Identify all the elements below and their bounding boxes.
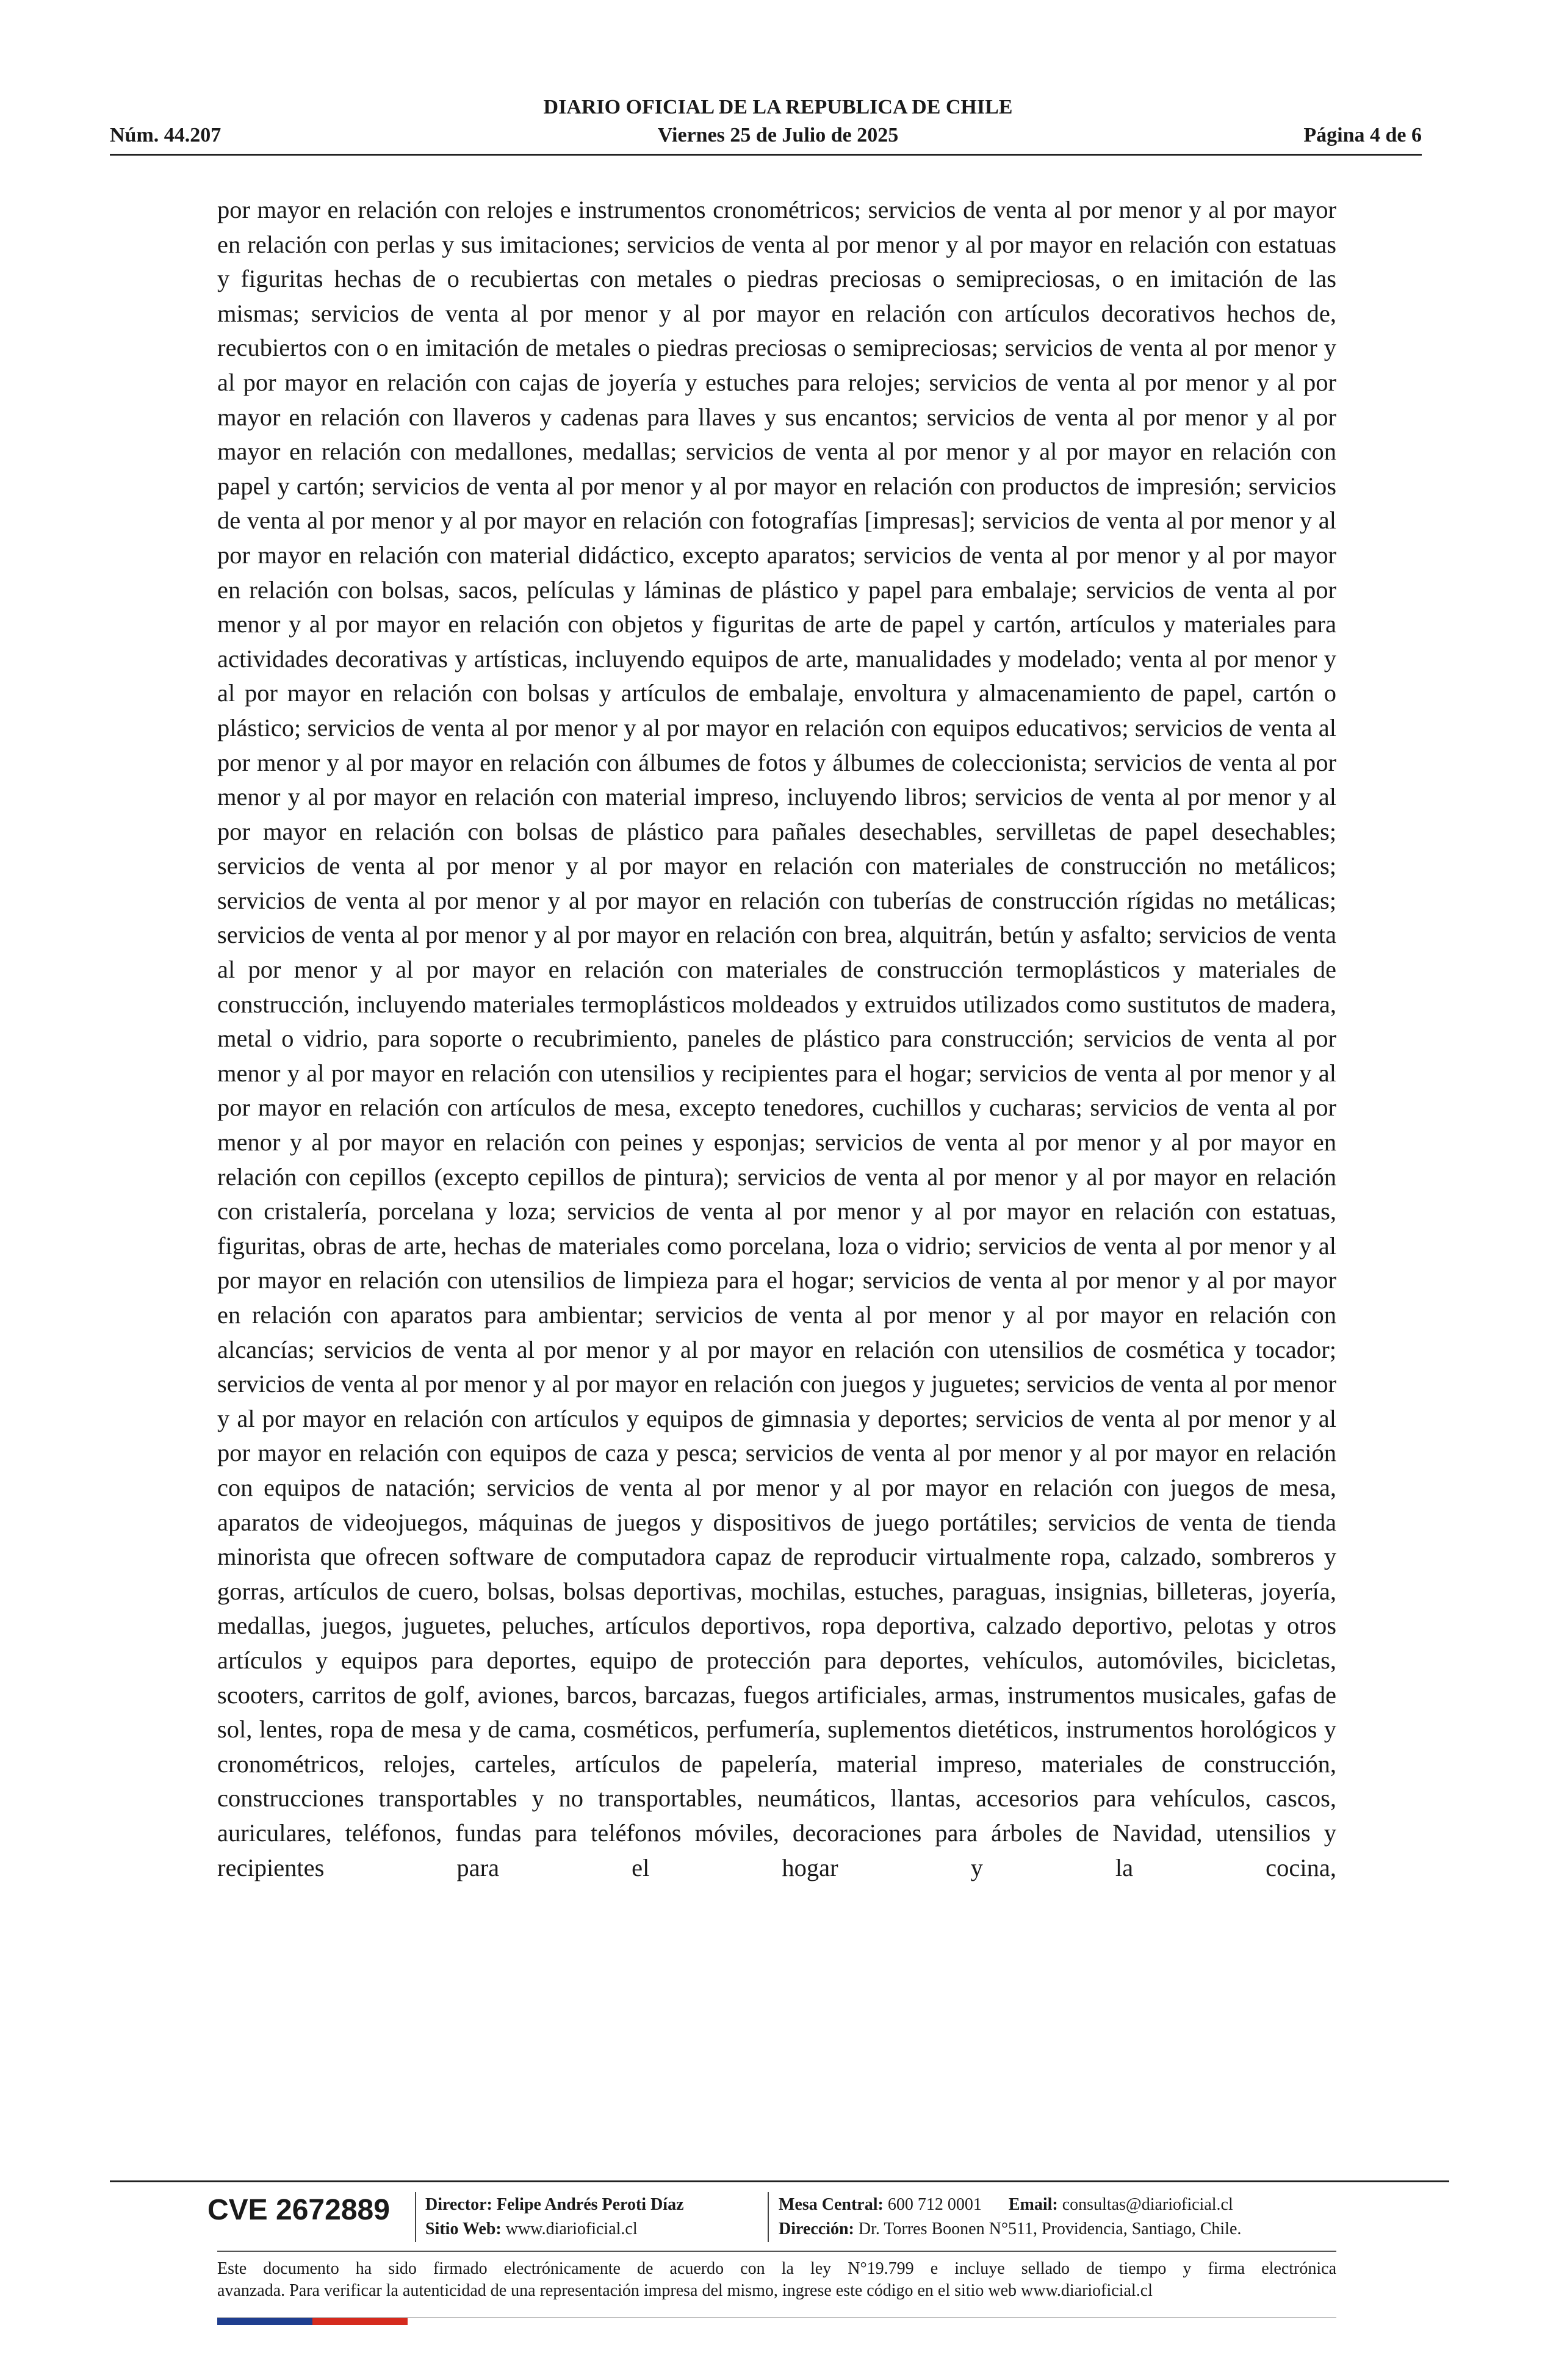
phone-value: 600 712 0001 [887, 2195, 982, 2214]
footer-director-block [425, 2193, 684, 2241]
body-paragraph: por mayor en relación con relojes e instrumentos cronométricos; servicios de venta al por menor y al por mayor en relación con perlas y sus imitaciones; servicios de venta al por menor y al por mayor en relación con estatuas y figuritas hechas de o recubiertas con metales o piedras preciosas o semipreciosas, o en imitación de las mismas; servicios de venta al por menor y al por mayor en relación con artículos decorativos hechos de, recubiertos con o en imitación de metales o piedras preciosas o semipreciosas; servicios de venta al por menor y al por mayor en relación con cajas de joyería y estuches para relojes; servicios de venta al por menor y al por mayor en relación con llaveros y cadenas para llaves y sus encantos; servicios de venta al por menor y al por mayor en relación con medallones, medallas; servicios de venta al por menor y al por mayor en relación con papel y cartón; servicios de venta al por menor y al por mayor en relación con productos de impresión; servicios de venta al por menor y al por mayor en relación con fotografías [impresas]; servicios de venta al por menor y al por mayor en relación con material didáctico, excepto aparatos; servicios de venta al por menor y al por mayor en relación con bolsas, sacos, películas y láminas de plástico y papel para embalaje; servicios de venta al por menor y al por mayor en relación con objetos y figuritas de arte de papel y cartón, artículos y materiales para actividades decorativas y artísticas, incluyendo equipos de arte, manualidades y modelado; venta al por menor y al por mayor en relación con bolsas y artículos de embalaje, envoltura y almacenamiento de papel, cartón o plástico; servicios de venta al por menor y al por mayor en relación con equipos educativos; servicios de venta al por menor y al por mayor en relación con álbumes de fotos y álbumes de coleccionista; servicios de venta al por menor y al por mayor en relación con material impreso, incluyendo libros; servicios de venta al por menor y al por mayor en relación con bolsas de plástico para pañales desechables, servilletas de papel desechables; servicios de venta al por menor y al por mayor en relación con materiales de construcción no metálicos; servicios de venta al por menor y al por mayor en relación con tuberías de construcción rígidas no metálicas; servicios de venta al por menor y al por mayor en relación con brea, alquitrán, betún y asfalto; servicios de venta al por menor y al por mayor en relación con materiales de construcción termoplásticos y materiales de construcción, incluyendo materiales termoplásticos moldeados y extruidos utilizados como sustitutos de madera, metal o vidrio, para soporte o recubrimiento, paneles de plástico para construcción; servicios de venta al por menor y al por mayor en relación con utensilios y recipientes para el hogar; servicios de venta al por menor y al por mayor en relación con artículos de mesa, excepto tenedores, cuchillos y cucharas; servicios de venta al por menor y al por mayor en relación con peines y esponjas; servicios de venta al por menor y al por mayor en relación con cepillos (excepto cepillos de pintura); servicios de venta al por menor y al por mayor en relación con cristalería, porcelana y loza; servicios de venta al por menor y al por mayor en relación con estatuas, figuritas, obras de arte, hechas de materiales como porcelana, loza o vidrio; servicios de venta al por menor y al por mayor en relación con utensilios de limpieza para el hogar; servicios de venta al por menor y al por mayor en relación con aparatos para ambientar; servicios de venta al por menor y al por mayor en relación con alcancías; servicios de venta al por menor y al por mayor en relación con utensilios de cosmética y tocador; servicios de venta al por menor y al por mayor en relación con juegos y juguetes; servicios de venta al por menor y al por mayor en relación con artículos y equipos de gimnasia y deportes; servicios de venta al por menor y al por mayor en relación con equipos de caza y pesca; servicios de venta al por menor y al por mayor en relación con equipos de natación; servicios de venta al por menor y al por mayor en relación con juegos de mesa, aparatos de videojuegos, máquinas de juegos y dispositivos de juego portátiles; servicios de venta de tienda minorista que ofrecen software de computadora capaz de reproducir virtualmente ropa, calzado, sombreros y gorras, artículos de cuero, bolsas, bolsas deportivas, mochilas, estuches, paraguas, insignias, billeteras, joyería, medallas, juegos, juguetes, peluches, artículos deportivos, ropa deportiva, calzado deportivo, pelotas y otros artículos y equipos para deportes, equipo de protección para deportes, vehículos, automóviles, bicicletas, scooters, carritos de golf, aviones, barcos, barcazas, fuegos artificiales, armas, instrumentos musicales, gafas de sol, lentes, ropa de mesa y de cama, cosméticos, perfumería, suplementos dietéticos, instrumentos horológicos y cronométricos, relojes, carteles, artículos de papelería, material impreso, materiales de construcción, construcciones transportables y no transportables, neumáticos, llantas, accesorios para vehículos, cascos, auriculares, teléfonos, fundas para teléfonos móviles, decoraciones para árboles de Navidad, utensilios y recipientes para el hogar y la cocina, [217, 196, 1336, 1881]
flag-blue-segment [217, 2318, 312, 2325]
footer-divider-top [110, 2180, 1449, 2182]
site-line [425, 2217, 684, 2241]
footer-column-divider [768, 2192, 769, 2242]
site-label: Sitio Web: [425, 2220, 502, 2238]
footer-column-divider [415, 2192, 416, 2242]
site-link[interactable]: www.diarioficial.cl [505, 2220, 638, 2238]
director-name: Felipe Andrés Peroti Díaz [496, 2195, 684, 2214]
issue-number: Núm. 44.207 [110, 124, 222, 146]
address-label: Dirección: [779, 2220, 854, 2238]
publication-title: DIARIO OFICIAL DE LA REPUBLICA DE CHILE [543, 96, 1013, 118]
cve-code: CVE 2672889 [207, 2194, 390, 2226]
phone-label: Mesa Central: [779, 2195, 884, 2214]
email-label: Email: [1008, 2195, 1058, 2214]
director-line [425, 2193, 684, 2217]
page-indicator: Página 4 de 6 [1303, 124, 1422, 146]
issue-date: Viernes 25 de Julio de 2025 [657, 124, 899, 146]
address-line [779, 2217, 1241, 2241]
director-label: Director: [425, 2195, 492, 2214]
flag-red-segment [312, 2318, 408, 2325]
email-link[interactable]: consultas@diarioficial.cl [1062, 2195, 1233, 2214]
header-divider [110, 154, 1422, 156]
address-value: Dr. Torres Boonen N°511, Providencia, Santiago, Chile. [858, 2220, 1242, 2238]
footer-divider-mid [217, 2251, 1336, 2252]
footer-contact-block [779, 2193, 1241, 2241]
signature-note-line-2: avanzada. Para verificar la autenticidad de una representación impresa del mismo, ingrese este código en el sitio web www.diarioficial.cl [217, 2281, 1153, 2300]
signature-note-line-1: Este documento ha sido firmado electrónicamente de acuerdo con la ley N°19.799 e incluye sellado de tiempo y firma electrónica [217, 2259, 1336, 2278]
flag-stripe [217, 2318, 408, 2325]
contact-line [779, 2193, 1241, 2217]
